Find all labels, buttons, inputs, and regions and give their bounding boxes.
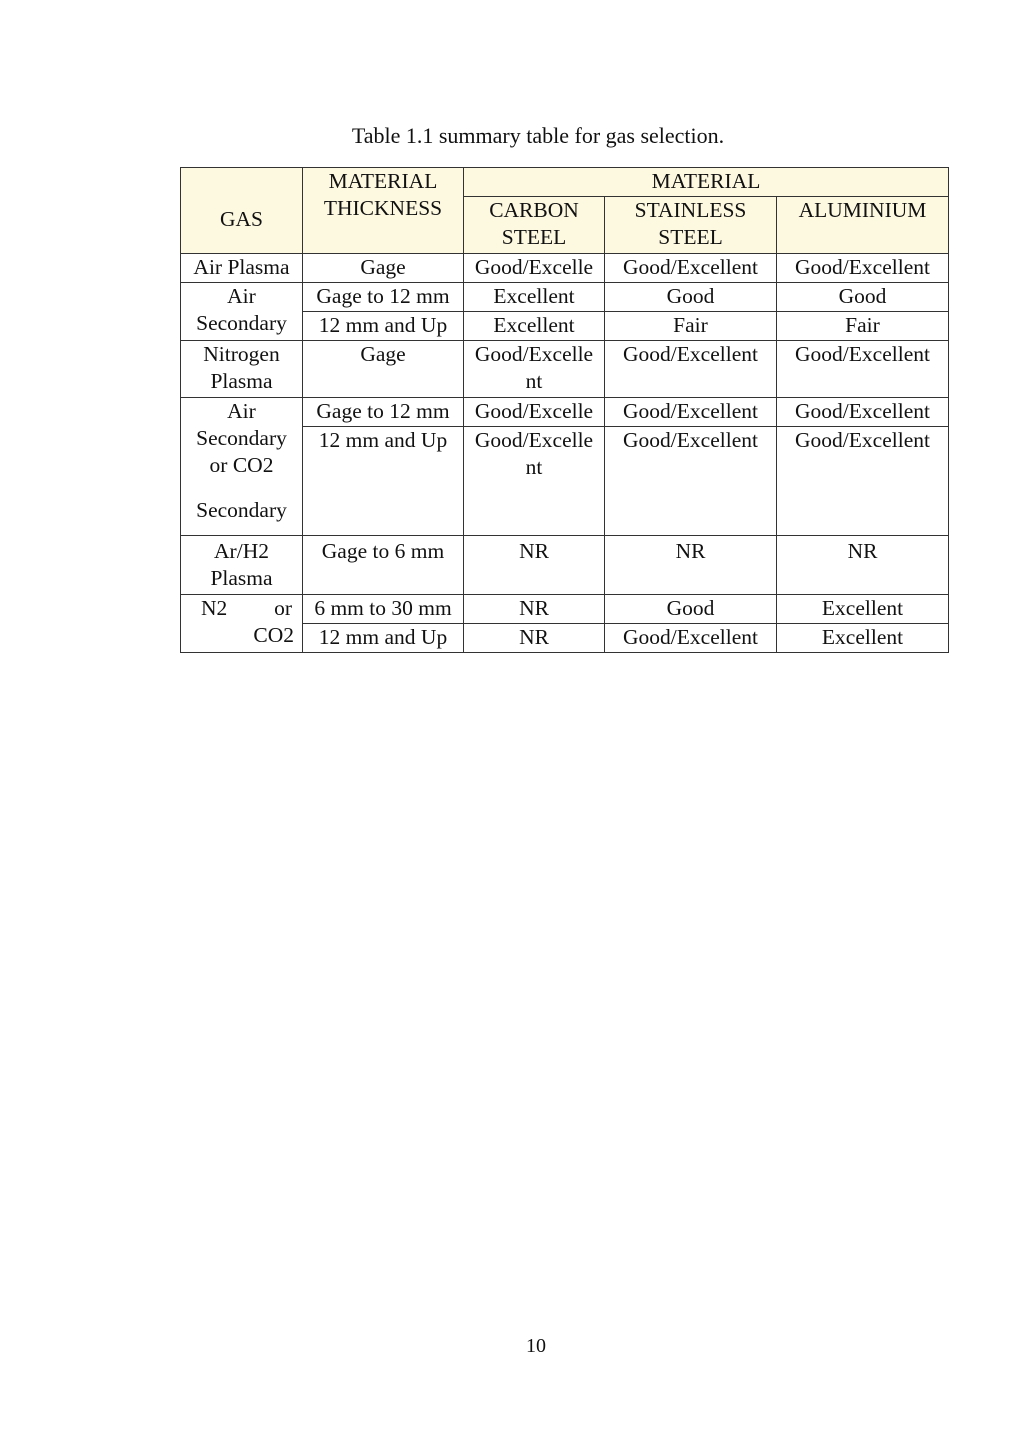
- aluminium-cell: Good/Excellent: [777, 341, 949, 398]
- carbon-steel-value: Good/Excelle: [474, 399, 594, 423]
- aluminium-cell: NR: [777, 536, 949, 595]
- carbon-steel-value-wrap: nt: [525, 455, 543, 479]
- stainless-steel-cell: Good/Excellent: [605, 398, 777, 427]
- gas-label: N2: [201, 596, 228, 620]
- material-thickness-header-line1: MATERIAL: [328, 169, 438, 193]
- table-row: [181, 283, 949, 312]
- aluminium-cell: Good/Excellent: [777, 254, 949, 283]
- page-number: 10: [526, 1335, 546, 1357]
- gas-selection-table: [180, 167, 949, 653]
- aluminium-cell: Good: [777, 283, 949, 312]
- material-header: MATERIAL: [651, 169, 761, 193]
- carbon-steel-header-line1: CARBON: [489, 198, 579, 222]
- gas-cell: [181, 398, 303, 536]
- gas-label: Air: [227, 284, 256, 308]
- stainless-steel-cell: Good/Excellent: [605, 341, 777, 398]
- stainless-steel-header-line2: STEEL: [658, 225, 723, 249]
- aluminium-header: ALUMINIUM: [798, 198, 927, 222]
- thickness-cell: Gage to 12 mm: [303, 398, 464, 427]
- gas-header-cell: [181, 168, 303, 254]
- gas-label: Secondary: [196, 498, 287, 522]
- carbon-steel-value-wrap: nt: [525, 369, 543, 393]
- header-row-1: [181, 168, 949, 197]
- carbon-steel-cell: [464, 312, 605, 341]
- carbon-steel-value: Good/Excelle: [474, 342, 594, 366]
- table-row: [181, 536, 949, 595]
- carbon-steel-value: Excellent: [493, 313, 575, 337]
- stainless-steel-header-line1: STAINLESS: [634, 198, 747, 222]
- stainless-steel-header-cell: [605, 197, 777, 254]
- thickness-cell: Gage to 12 mm: [303, 283, 464, 312]
- carbon-steel-header-line2: STEEL: [501, 225, 567, 249]
- gas-label: Secondary: [196, 311, 287, 335]
- gas-label: Secondary: [196, 426, 287, 450]
- stainless-steel-cell: Good/Excellent: [605, 624, 777, 653]
- carbon-steel-cell: [464, 254, 605, 283]
- aluminium-cell: Good/Excellent: [777, 398, 949, 427]
- thickness-cell: Gage: [303, 254, 464, 283]
- carbon-steel-cell: [464, 427, 605, 536]
- stainless-steel-cell: Good/Excellent: [605, 254, 777, 283]
- gas-label-line: [181, 595, 302, 622]
- thickness-cell: 12 mm and Up: [303, 624, 464, 653]
- carbon-steel-cell: [464, 341, 605, 398]
- gas-header: GAS: [219, 207, 263, 231]
- thickness-cell: 12 mm and Up: [303, 427, 464, 536]
- gas-cell: [181, 254, 303, 283]
- carbon-steel-cell: [464, 624, 605, 653]
- table-caption: Table 1.1 summary table for gas selection.: [351, 123, 725, 148]
- table-row: [181, 341, 949, 398]
- stainless-steel-cell: Fair: [605, 312, 777, 341]
- carbon-steel-value: Good/Excelle: [474, 255, 594, 279]
- gas-label: Ar/H2: [214, 539, 269, 563]
- aluminium-cell: Good/Excellent: [777, 427, 949, 536]
- stainless-steel-cell: Good: [605, 595, 777, 624]
- carbon-steel-cell: [464, 398, 605, 427]
- gas-cell: [181, 595, 303, 653]
- stainless-steel-cell: Good/Excellent: [605, 427, 777, 536]
- gas-cell: [181, 283, 303, 341]
- gas-label: CO2: [253, 623, 294, 647]
- aluminium-cell: Excellent: [777, 595, 949, 624]
- carbon-steel-cell: [464, 283, 605, 312]
- gas-label-gap: [181, 479, 302, 497]
- thickness-cell: Gage: [303, 341, 464, 398]
- table-row: [181, 254, 949, 283]
- material-thickness-header-cell: [303, 168, 464, 254]
- stainless-steel-cell: Good: [605, 283, 777, 312]
- gas-cell: [181, 341, 303, 398]
- gas-label: Nitrogen: [203, 342, 280, 366]
- carbon-steel-value: Excellent: [493, 284, 575, 308]
- table-row: [181, 398, 949, 427]
- thickness-cell: 6 mm to 30 mm: [303, 595, 464, 624]
- gas-label: Plasma: [210, 566, 273, 590]
- gas-label: or: [274, 596, 292, 620]
- carbon-steel-cell: [464, 595, 605, 624]
- carbon-steel-cell: [464, 536, 605, 595]
- gas-label: Air: [227, 399, 256, 423]
- material-thickness-header-line2: THICKNESS: [323, 196, 443, 220]
- thickness-cell: 12 mm and Up: [303, 312, 464, 341]
- gas-label: Plasma: [210, 369, 273, 393]
- table-row: [181, 595, 949, 624]
- carbon-steel-value: Good/Excelle: [474, 428, 594, 452]
- gas-cell: [181, 536, 303, 595]
- carbon-steel-value: NR: [519, 625, 549, 649]
- stainless-steel-cell: NR: [605, 536, 777, 595]
- carbon-steel-value: NR: [519, 596, 549, 620]
- aluminium-header-cell: [777, 197, 949, 254]
- aluminium-cell: Fair: [777, 312, 949, 341]
- gas-label: or CO2: [209, 453, 274, 477]
- gas-label: Air Plasma: [193, 255, 290, 279]
- material-header-cell: [464, 168, 949, 197]
- carbon-steel-value: NR: [519, 539, 549, 563]
- aluminium-cell: Excellent: [777, 624, 949, 653]
- thickness-cell: Gage to 6 mm: [303, 536, 464, 595]
- carbon-steel-header-cell: [464, 197, 605, 254]
